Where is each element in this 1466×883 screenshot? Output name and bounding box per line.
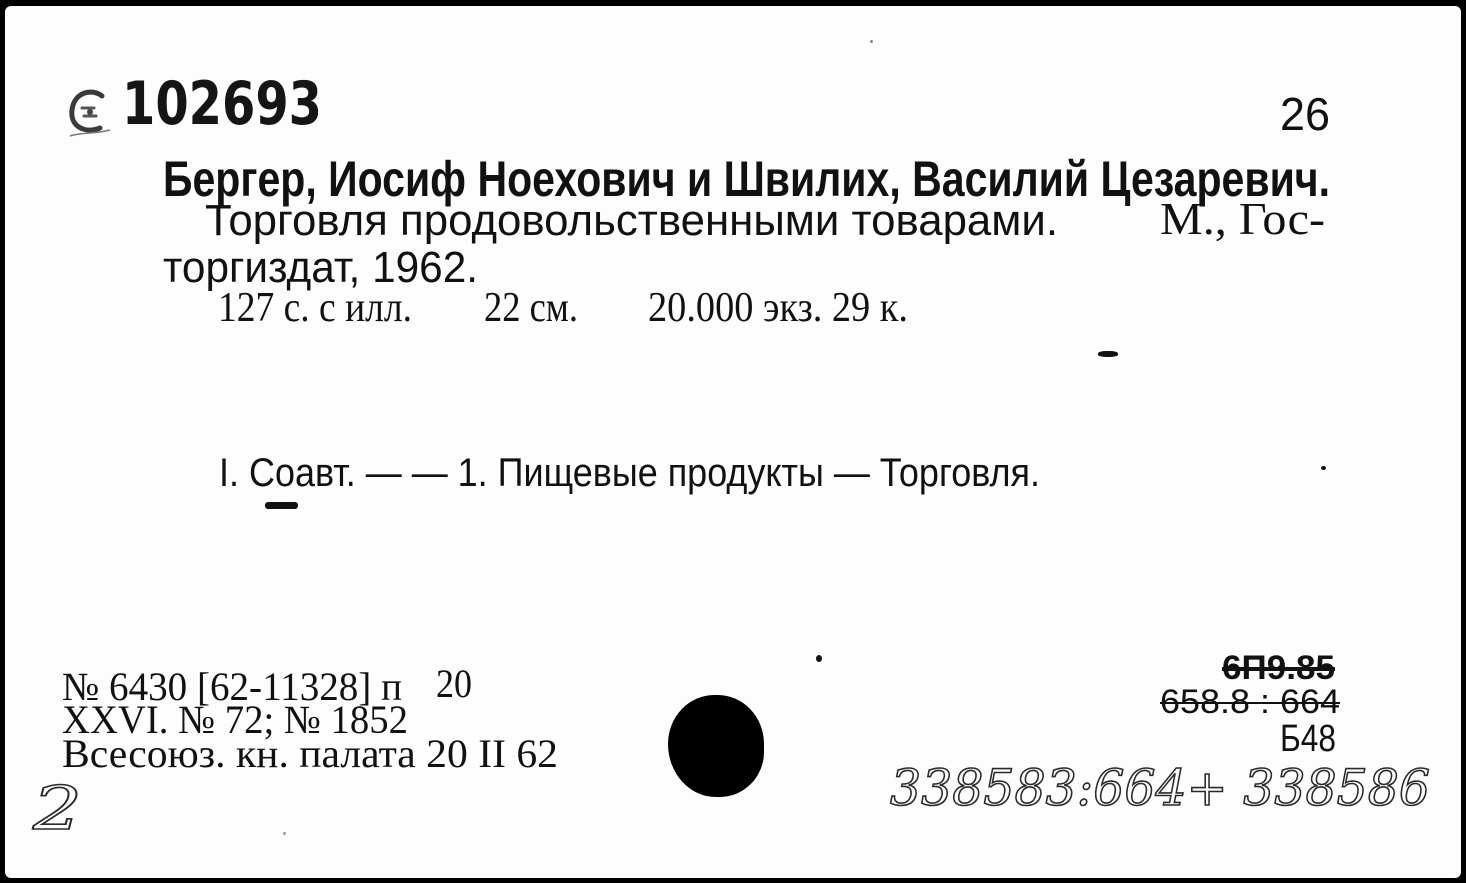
author-mark: Б48 xyxy=(1280,718,1336,760)
classification-struck-secondary: 658.8 : 664 xyxy=(1160,683,1340,721)
tracings-line: I. Соавт. — — 1. Пищевые продукты — Торговля. xyxy=(219,451,1040,495)
registry-number-line: № 6430 [62-11328] п xyxy=(62,664,402,709)
collation-size: 22 см. xyxy=(484,285,578,331)
book-title: Торговля продовольственными товарами. xyxy=(205,196,1058,245)
ink-speck xyxy=(1321,466,1326,470)
ink-speck xyxy=(870,40,873,43)
imprint-publisher-year: торгиздат, 1962. xyxy=(163,243,478,292)
tracing-underline-mark xyxy=(265,502,298,509)
ink-speck xyxy=(283,832,286,835)
stamp-smudge xyxy=(64,84,114,140)
imprint-place-publisher: М., Гос- xyxy=(1160,193,1325,244)
collation-pages: 127 с. с илл. xyxy=(218,285,412,331)
ink-speck xyxy=(1098,351,1118,357)
registry-issue-line: XXVI. № 72; № 1852 xyxy=(62,697,408,742)
handwritten-copy-note: 2 xyxy=(33,774,82,844)
corner-number: 26 xyxy=(1280,88,1330,140)
handwritten-shelf-numbers: 338583:664+ 338586 xyxy=(890,759,1430,817)
ink-speck xyxy=(816,655,822,662)
inventory-stamp-number: 102693 xyxy=(122,69,322,139)
catalog-card xyxy=(5,6,1461,878)
collation-print-run-price: 20.000 экз. 29 к. xyxy=(648,285,908,331)
classification-struck-primary: 6П9.85 xyxy=(1222,649,1335,687)
author-heading: Бергер, Иосиф Ноехович и Швилих, Василий Цезаревич. xyxy=(163,151,1330,207)
punch-hole xyxy=(668,695,764,797)
registry-chamber-line: Всесоюз. кн. палата 20 II 62 xyxy=(62,731,558,776)
registry-number-suffix: 20 xyxy=(436,661,472,706)
